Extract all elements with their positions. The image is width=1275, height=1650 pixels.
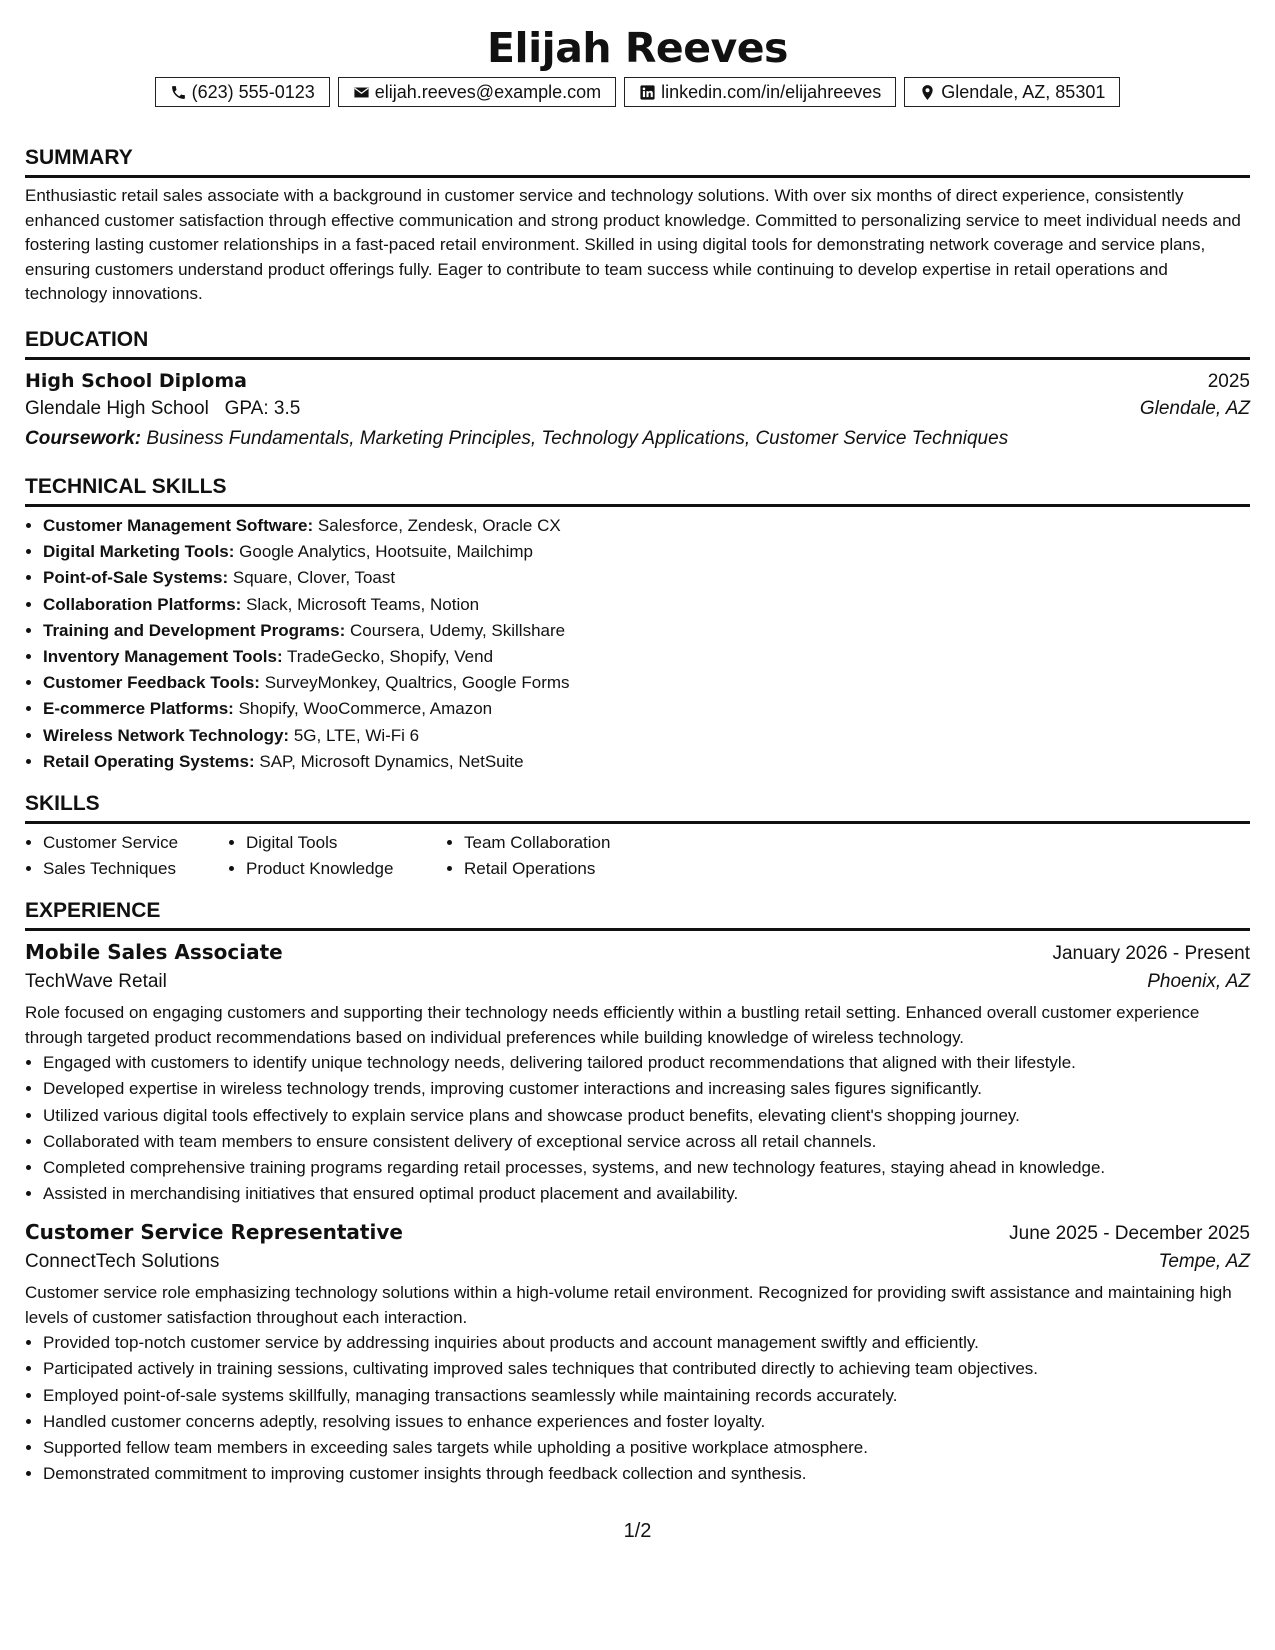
job-title: Mobile Sales Associate	[25, 940, 283, 965]
skill-label: Point-of-Sale Systems:	[43, 568, 229, 588]
list-item: • Completed comprehensive training programs regarding retail processes, systems, and new technology features, staying ahead in knowledge.	[43, 1155, 1250, 1181]
job-dates: June 2025 - December 2025	[1009, 1223, 1250, 1245]
technical-skills-list	[25, 513, 1250, 775]
section-divider	[25, 504, 1250, 507]
list-item: • Customer Service	[43, 830, 228, 856]
job-entry	[25, 1211, 1250, 1487]
email-text: elijah.reeves@example.com	[374, 82, 602, 102]
technical-skills-section	[25, 474, 1250, 775]
skill-value: 5G, LTE, Wi-Fi 6	[293, 725, 420, 745]
summary-section	[25, 145, 1250, 307]
linkedin-text: linkedin.com/in/elijahreeves	[661, 82, 882, 102]
list-item: • Employed point-of-sale systems skillfully, managing transactions seamlessly while maintaining records accurately.	[43, 1383, 1250, 1409]
skills-column	[228, 830, 446, 882]
skills-grid	[25, 830, 1250, 882]
skill-value: Slack, Microsoft Teams, Notion	[246, 594, 480, 614]
skill-label: Inventory Management Tools:	[43, 646, 283, 666]
skill-value: SAP, Microsoft Dynamics, NetSuite	[259, 751, 524, 771]
skill-label: Collaboration Platforms:	[43, 594, 242, 614]
list-item: • Participated actively in training sessions, cultivating improved sales techniques that contributed directly to achieving team objectives.	[43, 1356, 1250, 1382]
school-location: Glendale, AZ	[1139, 397, 1250, 419]
skill-value: Shopify, WooCommerce, Amazon	[238, 699, 493, 719]
location-chip	[904, 77, 1120, 107]
school-name: Glendale High School	[25, 397, 209, 419]
degree: High School Diploma	[25, 369, 247, 392]
skill-value: SurveyMonkey, Qualtrics, Google Forms	[264, 673, 570, 693]
list-item: • Utilized various digital tools effectively to explain service plans and showcase product benefits, elevating client's shopping journey.	[43, 1103, 1250, 1129]
job-bullets	[25, 1050, 1250, 1207]
list-item: • Digital Tools	[246, 830, 446, 856]
job-title: Customer Service Representative	[25, 1220, 403, 1245]
skill-label: Wireless Network Technology:	[43, 725, 290, 745]
job-location: Tempe, AZ	[1158, 1251, 1250, 1273]
list-item: • Engaged with customers to identify unique technology needs, delivering tailored product recommendations that aligned with their lifestyle.	[43, 1050, 1250, 1076]
experience-section	[25, 898, 1250, 1487]
list-item: • Team Collaboration	[464, 830, 610, 856]
list-item: • Product Knowledge	[246, 856, 446, 882]
education-section	[25, 327, 1250, 454]
section-title: TECHNICAL SKILLS	[25, 474, 227, 498]
summary-text: Enthusiastic retail sales associate with a background in customer service and technology solutions. With over six months of direct experience, consistently enhanced customer satisfaction through effective communication and strong product knowledge. Committed to personalizing service to meet individual needs and fostering lasting customer relationships in a fast-paced retail environment. Skilled in using digital tools for demonstrating network coverage and service plans, ensuring customers understand product offerings fully. Eager to contribute to team success while continuing to develop expertise in retail operations and technology innovations.	[25, 186, 1241, 304]
gpa: GPA: 3.5	[224, 397, 301, 419]
section-title: SUMMARY	[25, 146, 133, 169]
list-item	[43, 565, 1250, 591]
email-chip[interactable]	[338, 77, 616, 107]
skill-value: Salesforce, Zendesk, Oracle CX	[317, 515, 561, 535]
list-item: • Supported fellow team members in exceeding sales targets while upholding a positive workplace atmosphere.	[43, 1435, 1250, 1461]
skill-value: Google Analytics, Hootsuite, Mailchimp	[239, 542, 534, 562]
skills-section	[25, 791, 1250, 882]
list-item	[43, 696, 1250, 722]
phone-icon	[170, 84, 187, 101]
coursework-list: Business Fundamentals, Marketing Principles, Technology Applications, Customer Service Techniques	[146, 427, 1009, 449]
section-title: SKILLS	[25, 792, 100, 815]
job-description: Role focused on engaging customers and supporting their technology needs efficiently within a bustling retail setting. Enhanced overall customer experience through targeted product recommendations based on individual preferences while building knowledge of wireless technology.	[25, 1003, 1200, 1047]
linkedin-icon	[639, 84, 656, 101]
skill-label: Customer Management Software:	[43, 515, 314, 535]
section-title: EXPERIENCE	[25, 899, 161, 923]
list-item	[43, 592, 1250, 618]
skill-value: TradeGecko, Shopify, Vend	[287, 646, 494, 666]
coursework	[25, 424, 1250, 454]
contact-bar	[25, 77, 1250, 107]
skill-label: Digital Marketing Tools:	[43, 542, 235, 562]
graduation-year: 2025	[1207, 370, 1250, 392]
section-divider	[25, 175, 1250, 178]
company-name: ConnectTech Solutions	[25, 1251, 220, 1273]
job-location: Phoenix, AZ	[1147, 971, 1250, 993]
list-item: • Assisted in merchandising initiatives that ensured optimal product placement and availability.	[43, 1181, 1250, 1207]
phone-chip[interactable]	[155, 77, 330, 107]
skill-label: Training and Development Programs:	[43, 620, 346, 640]
list-item	[43, 539, 1250, 565]
job-bullets	[25, 1330, 1250, 1487]
page-number: 1/2	[623, 1520, 652, 1542]
skill-label: Customer Feedback Tools:	[43, 673, 260, 693]
section-title: EDUCATION	[25, 327, 149, 351]
list-item: • Handled customer concerns adeptly, resolving issues to enhance experiences and foster loyalty.	[43, 1409, 1250, 1435]
phone-text: (623) 555-0123	[191, 82, 315, 102]
list-item: • Sales Techniques	[43, 856, 228, 882]
section-divider	[25, 821, 1250, 824]
candidate-name: Elijah Reeves	[487, 24, 788, 72]
school-line	[25, 394, 300, 424]
job-entry	[25, 931, 1250, 1207]
list-item	[43, 618, 1250, 644]
resume-page	[25, 0, 1250, 1487]
skill-value: Coursera, Udemy, Skillshare	[350, 620, 566, 640]
list-item: • Provided top-notch customer service by addressing inquiries about products and account management swiftly and efficiently.	[43, 1330, 1250, 1356]
list-item	[43, 644, 1250, 670]
coursework-label: Coursework:	[25, 427, 142, 449]
envelope-icon	[353, 84, 370, 101]
list-item: • Developed expertise in wireless technology trends, improving customer interactions and increasing sales figures significantly.	[43, 1076, 1250, 1102]
skills-column	[25, 830, 228, 882]
list-item: • Demonstrated commitment to improving customer insights through feedback collection and synthesis.	[43, 1461, 1250, 1487]
map-pin-icon	[919, 84, 936, 101]
list-item: • Retail Operations	[464, 856, 610, 882]
linkedin-chip[interactable]	[624, 77, 896, 107]
list-item	[43, 670, 1250, 696]
list-item	[43, 749, 1250, 775]
job-dates: January 2026 - Present	[1052, 943, 1250, 965]
list-item: • Collaborated with team members to ensure consistent delivery of exceptional service across all retail channels.	[43, 1129, 1250, 1155]
company-name: TechWave Retail	[25, 971, 167, 993]
skills-column	[446, 830, 610, 882]
skill-label: E-commerce Platforms:	[43, 699, 234, 719]
list-item	[43, 513, 1250, 539]
skill-label: Retail Operating Systems:	[43, 751, 255, 771]
skill-value: Square, Clover, Toast	[232, 568, 396, 588]
location-text: Glendale, AZ, 85301	[941, 82, 1106, 102]
job-description: Customer service role emphasizing technology solutions within a high-volume retail environment. Recognized for providing swift assistance and maintaining high levels of customer satisfaction throughout each interaction.	[25, 1283, 1232, 1327]
list-item	[43, 723, 1250, 749]
